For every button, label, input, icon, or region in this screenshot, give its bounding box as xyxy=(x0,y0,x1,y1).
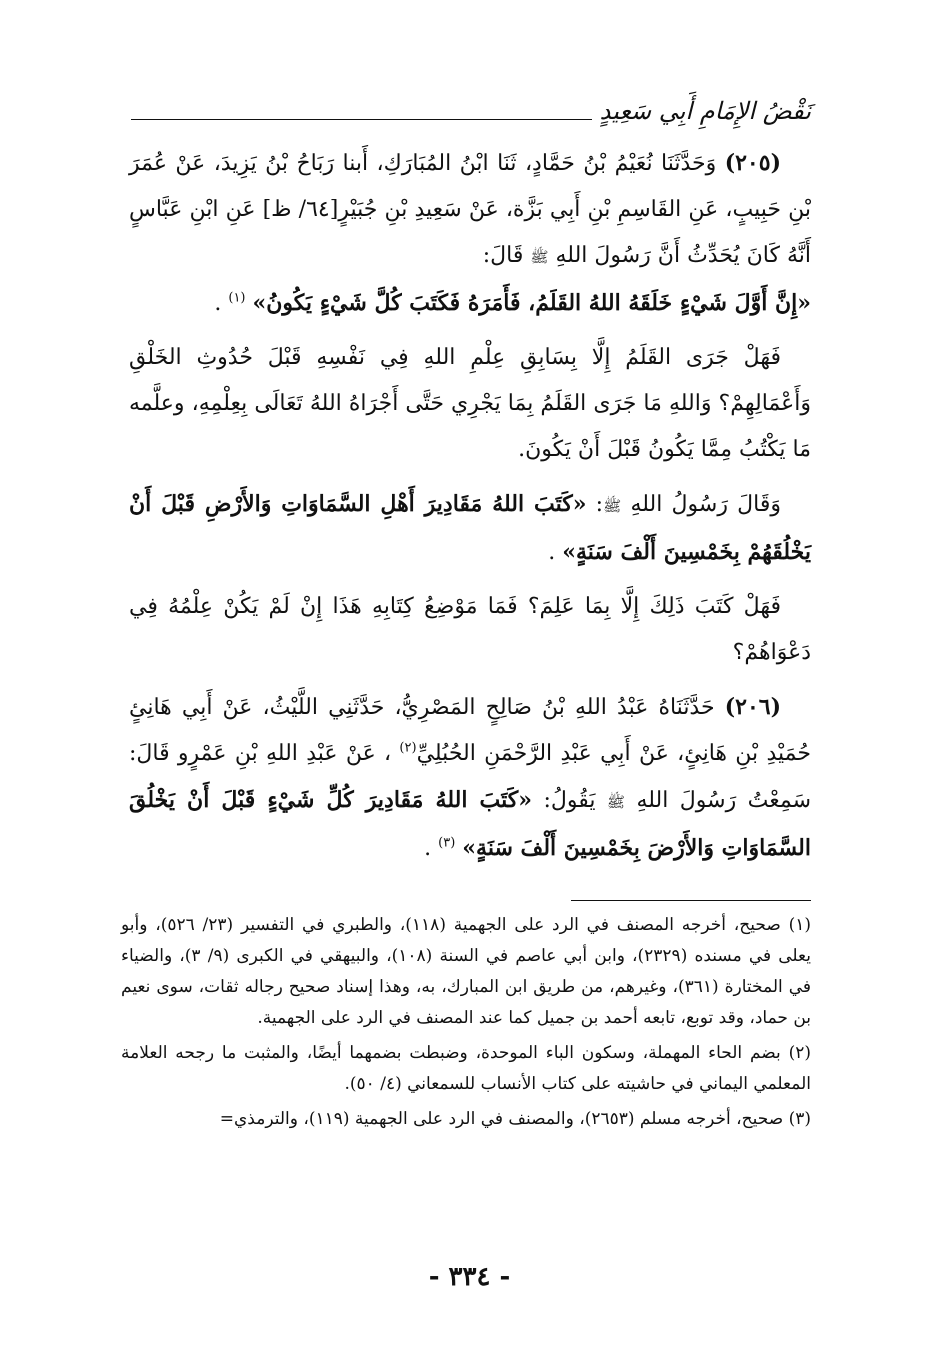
main-text xyxy=(129,140,811,880)
hadith-205: (٢٠٥) وَحَدَّثَنَا نُعَيْمُ بْنُ حَمَّادٍ، ثَنَا ابْنُ المُبَارَكِ، أَبنا رَبَاحُ بْنُ يَزِيدَ، عَنْ عُمَرَ بْنِ حَبِيبٍ، عَنِ القَاسِمِ بْنِ أَبِي بَزَّة، عَنْ سَعِيدِ بْنِ جُبَيْرٍ[٦٤/ ظ] عَنِ ابْنِ عَبَّاسٍ أَنَّهُ كَانَ يُحَدِّثُ أَنَّ رَسُولَ اللهِ ﷺ قَالَ: «إِنَّ أَوَّلَ شَيْءٍ خَلَقَهُ اللهُ القَلَمُ، فَأَمَرَهُ فَكَتَبَ كُلَّ شَيْءٍ يَكُونُ» $^{(١)}$ . xyxy=(129,150,811,316)
footnote-ref-3: (٣) xyxy=(438,835,456,851)
footnote-text: صحيح، أخرجه المصنف في الرد على الجهمية (١١٨)، والطبري في التفسير (٢٣/ ٥٢٦)، وأبو يعلى في مسنده (٢٣٢٩)، وابن أبي عاصم في السنة (١٠٨)، والبيهقي في الكبرى (٩/ ٣)، والضياء في المختارة (٣٦١)، وغيرهم، من طريق ابن المبارك، به، وهذا إسناد صحيح رجاله ثقات، سوى نعيم بن حماد، وقد توبع، تابعه أحمد بن جميل كما عند المصنف في الرد على الجهمية. xyxy=(121,915,811,1028)
salla-glyph: ﷺ xyxy=(606,793,626,811)
footnote-number: (١) xyxy=(788,915,811,935)
salla-glyph: ﷺ xyxy=(530,248,549,266)
footnote-ref-2: (٢) xyxy=(399,740,417,756)
footnote-separator xyxy=(571,900,811,901)
hadith-quote: «كَتَبَ اللهُ مَقَادِيرَ أَهْلِ السَّمَاوَاتِ وَالأَرْضِ قَبْلَ أَنْ يَخْلُقَهُمْ بِخَمْسِينَ أَلْفَ سَنَةٍ» xyxy=(129,491,811,565)
commentary-paragraph-1: فَهَلْ جَرَى القَلَمُ إِلَّا بِسَابِقِ عِلْمِ اللهِ فِي نَفْسِهِ قَبْلَ حُدُوثِ الخَلْقِ وَأَعْمَالِهِمْ؟ وَاللهِ مَا جَرَى القَلَمُ بِمَا يَجْرِي حَتَّى أَجْرَاهُ اللهُ تَعَالَى بِعِلْمِهِ، وعلَّمه مَا يَكْتُبُ مِمَّا يَكُونُ قَبْلَ أَنْ يَكُونَ. xyxy=(129,345,811,462)
header-title: نَقْضُ الإِمَامِ أَبِي سَعِيدٍ xyxy=(599,97,811,125)
footnote-ref-1: (١) xyxy=(228,290,246,306)
hadith-chain: وَحَدَّثَنَا نُعَيْمُ بْنُ حَمَّادٍ، ثَنَا ابْنُ المُبَارَكِ، أَبنا رَبَاحُ بْنُ يَزِيدَ، عَنْ عُمَرَ بْنِ حَبِيبٍ، عَنِ القَاسِمِ بْنِ أَبِي بَزَّة، عَنْ سَعِيدِ بْنِ جُبَيْرٍ xyxy=(129,151,811,222)
hadith-chain-continued: ، عَنْ عَبْدِ اللهِ بْنِ عَمْرٍو قَالَ: سَمِعْتُ رَسُولَ اللهِ xyxy=(129,741,812,813)
hadith-number: (٢٠٦) xyxy=(724,694,782,720)
footnote-3 xyxy=(121,1104,811,1135)
footnote-text: صحيح، أخرجه مسلم (٢٦٥٣)، والمصنف في الرد على الجهمية (١١٩)، والترمذي= xyxy=(219,1109,784,1129)
running-header xyxy=(131,88,811,128)
para2-text: وَقَالَ رَسُولُ اللهِ xyxy=(630,492,781,517)
commentary-paragraph-2: وَقَالَ رَسُولُ اللهِ ﷺ: «كَتَبَ اللهُ مَقَادِيرَ أَهْلِ السَّمَاوَاتِ وَالأَرْضِ قَبْلَ أَنْ يَخْلُقَهُمْ بِخَمْسِينَ أَلْفَ سَنَةٍ» . xyxy=(129,491,811,565)
salla-glyph: ﷺ xyxy=(603,497,622,515)
folio-marker: [٦٤/ ظ] xyxy=(262,197,339,222)
footnote-2 xyxy=(121,1038,811,1100)
footnote-number: (٣) xyxy=(788,1109,811,1129)
qala-word: قَالَ: xyxy=(482,243,524,268)
commentary-paragraph-3: فَهَلْ كَتَبَ ذَلِكَ إِلَّا بِمَا عَلِمَ؟ فَمَا مَوْضِعُ كِتَابِهِ هَذَا إِنْ لَمْ يَكُنْ عِلْمُهُ فِي دَعْوَاهُمْ؟ xyxy=(129,594,811,665)
page-number: - ٣٣٤ - xyxy=(428,1262,511,1292)
footnote-text: بضم الحاء المهملة، وسكون الباء الموحدة، وضبطت بضمهما أيضًا، والمثبت ما رجحه العلامة المعلمي اليماني في حاشيته على كتاب الأنساب للسمعاني (٤/ ٥٠). xyxy=(121,1043,811,1094)
hadith-chain-continued: عَنِ ابْنِ عَبَّاسٍ أَنَّهُ كَانَ يُحَدِّثُ أَنَّ رَسُولَ اللهِ xyxy=(129,197,811,268)
header-rule xyxy=(131,119,592,120)
hadith-number: (٢٠٥) xyxy=(724,150,781,176)
hadith-quote: «كَتَبَ اللهُ مَقَادِيرَ كُلِّ شَيْءٍ قَبْلَ أَنْ يَخْلُقَ السَّمَاوَاتِ وَالأَرْضَ بِخَمْسِينَ أَلْفَ سَنَةٍ» xyxy=(129,787,811,861)
hadith-quote: «إِنَّ أَوَّلَ شَيْءٍ خَلَقَهُ اللهُ القَلَمُ، فَأَمَرَهُ فَكَتَبَ كُلَّ شَيْءٍ يَكُونُ» xyxy=(252,290,811,316)
footnote-number: (٢) xyxy=(788,1043,812,1063)
footnote-1 xyxy=(121,910,811,1034)
hadith-206: (٢٠٦) حَدَّثَنَاهُ عَبْدُ اللهِ بْنُ صَالِحٍ المَصْرِيُّ، حَدَّثَنِي اللَّيْثُ، عَنْ أَبِي هَانِئٍ حُمَيْدِ بْنِ هَانِئٍ، عَنْ أَبِي عَبْدِ الرَّحْمَنِ الحُبُلِيِّ$^{(٢)}$ ، عَنْ عَبْدِ اللهِ بْنِ عَمْرٍو قَالَ: سَمِعْتُ رَسُولَ اللهِ ﷺ يَقُولُ: «كَتَبَ اللهُ مَقَادِيرَ كُلِّ شَيْءٍ قَبْلَ أَنْ يَخْلُقَ السَّمَاوَاتِ وَالأَرْضَ بِخَمْسِينَ أَلْفَ سَنَةٍ» $^{(٣)}$ . xyxy=(129,694,812,861)
hadith-chain: حَدَّثَنَاهُ عَبْدُ اللهِ بْنُ صَالِحٍ المَصْرِيُّ، حَدَّثَنِي اللَّيْثُ، عَنْ أَبِي هَانِئٍ حُمَيْدِ بْنِ هَانِئٍ، عَنْ أَبِي عَبْدِ الرَّحْمَنِ الحُبُلِيِّ xyxy=(129,695,811,766)
footnotes xyxy=(121,910,811,1139)
yaqul-word: يَقُولُ: xyxy=(543,788,596,813)
